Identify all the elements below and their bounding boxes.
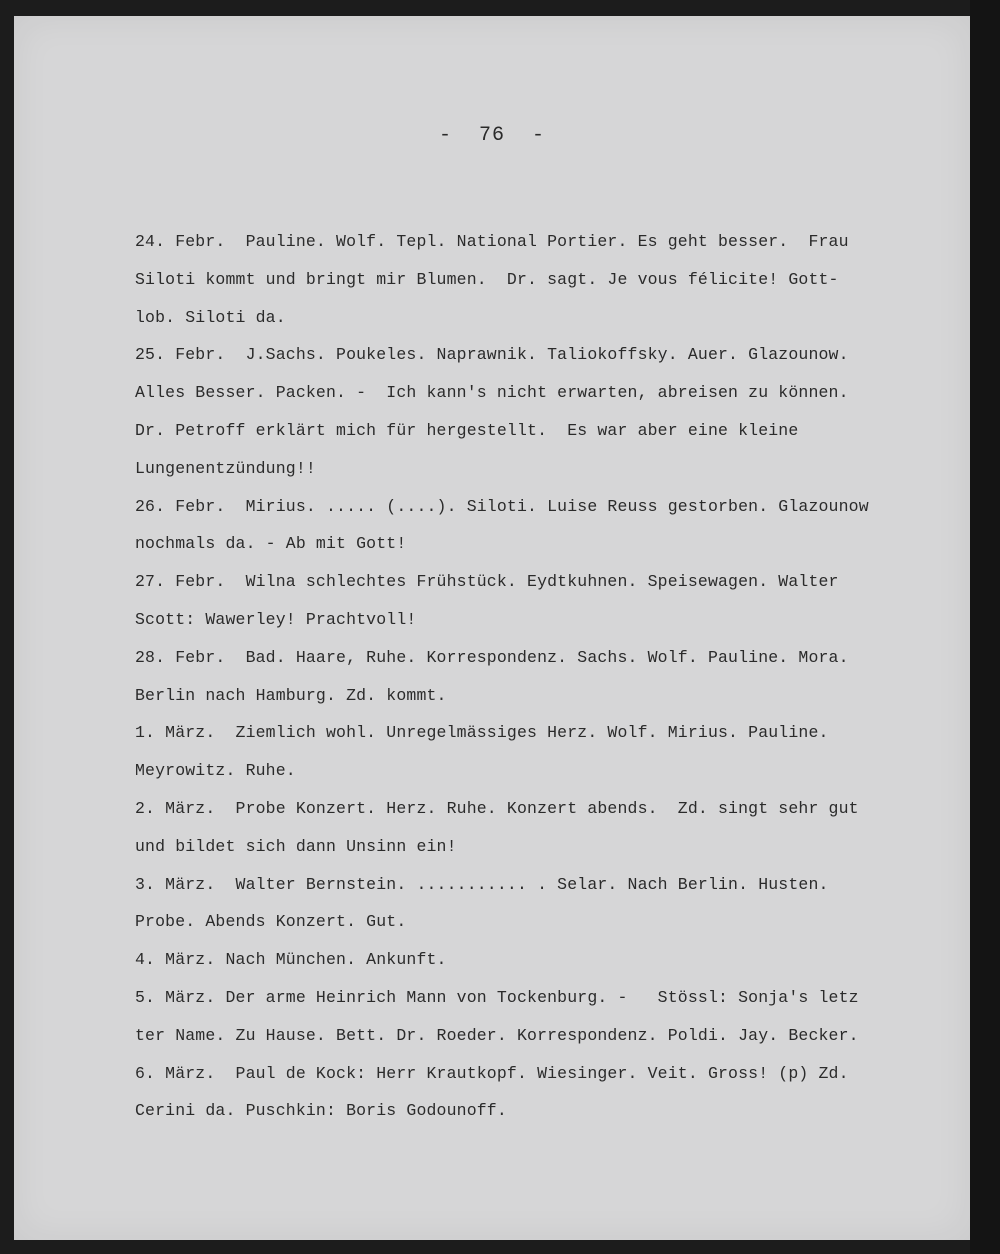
text-line: 4. März. Nach München. Ankunft.	[135, 950, 447, 970]
text-line: Lungenentzündung!!	[135, 458, 316, 478]
page-number-dash-right: -	[532, 124, 546, 147]
page-number	[14, 124, 970, 147]
text-line: 2. März. Probe Konzert. Herz. Ruhe. Konzert abends. Zd. singt sehr gut	[135, 798, 859, 818]
document-page	[14, 16, 970, 1240]
scan-border-right	[970, 0, 1000, 1254]
text-line: lob. Siloti da.	[135, 307, 286, 327]
text-line: 28. Febr. Bad. Haare, Ruhe. Korrespondenz. Sachs. Wolf. Pauline. Mora.	[135, 647, 849, 667]
text-line: 27. Febr. Wilna schlechtes Frühstück. Eydtkuhnen. Speisewagen. Walter	[135, 572, 839, 592]
text-line: Siloti kommt und bringt mir Blumen. Dr. sagt. Je vous félicite! Gott-	[135, 269, 839, 289]
text-line: 6. März. Paul de Kock: Herr Krautkopf. Wiesinger. Veit. Gross! (p) Zd.	[135, 1063, 849, 1083]
page-number-dash-left: -	[438, 124, 452, 147]
text-line: nochmals da. - Ab mit Gott!	[135, 534, 407, 554]
text-line: und bildet sich dann Unsinn ein!	[135, 836, 457, 856]
text-line: Cerini da. Puschkin: Boris Godounoff.	[135, 1101, 507, 1121]
text-line: 3. März. Walter Bernstein. ........... . Selar. Nach Berlin. Husten.	[135, 874, 829, 894]
text-line: ter Name. Zu Hause. Bett. Dr. Roeder. Korrespondenz. Poldi. Jay. Becker.	[135, 1025, 859, 1045]
text-line: Meyrowitz. Ruhe.	[135, 761, 296, 781]
text-line: 1. März. Ziemlich wohl. Unregelmässiges Herz. Wolf. Mirius. Pauline.	[135, 723, 829, 743]
text-line: 26. Febr. Mirius. ..... (....). Siloti. Luise Reuss gestorben. Glazounow	[135, 496, 869, 516]
text-line: Scott: Wawerley! Prachtvoll!	[135, 609, 417, 629]
text-line: 5. März. Der arme Heinrich Mann von Tockenburg. - Stössl: Sonja's letz	[135, 987, 859, 1007]
text-line: 24. Febr. Pauline. Wolf. Tepl. National Portier. Es geht besser. Frau	[135, 232, 849, 251]
text-line: Alles Besser. Packen. - Ich kann's nicht erwarten, abreisen zu können.	[135, 383, 849, 403]
text-line: Berlin nach Hamburg. Zd. kommt.	[135, 685, 447, 705]
diary-text-body	[135, 223, 955, 1130]
text-line: Probe. Abends Konzert. Gut.	[135, 912, 407, 932]
page-number-value: 76	[478, 124, 505, 147]
text-line: 25. Febr. J.Sachs. Poukeles. Naprawnik. Taliokoffsky. Auer. Glazounow.	[135, 345, 849, 365]
text-line: Dr. Petroff erklärt mich für hergestellt. Es war aber eine kleine	[135, 420, 799, 440]
